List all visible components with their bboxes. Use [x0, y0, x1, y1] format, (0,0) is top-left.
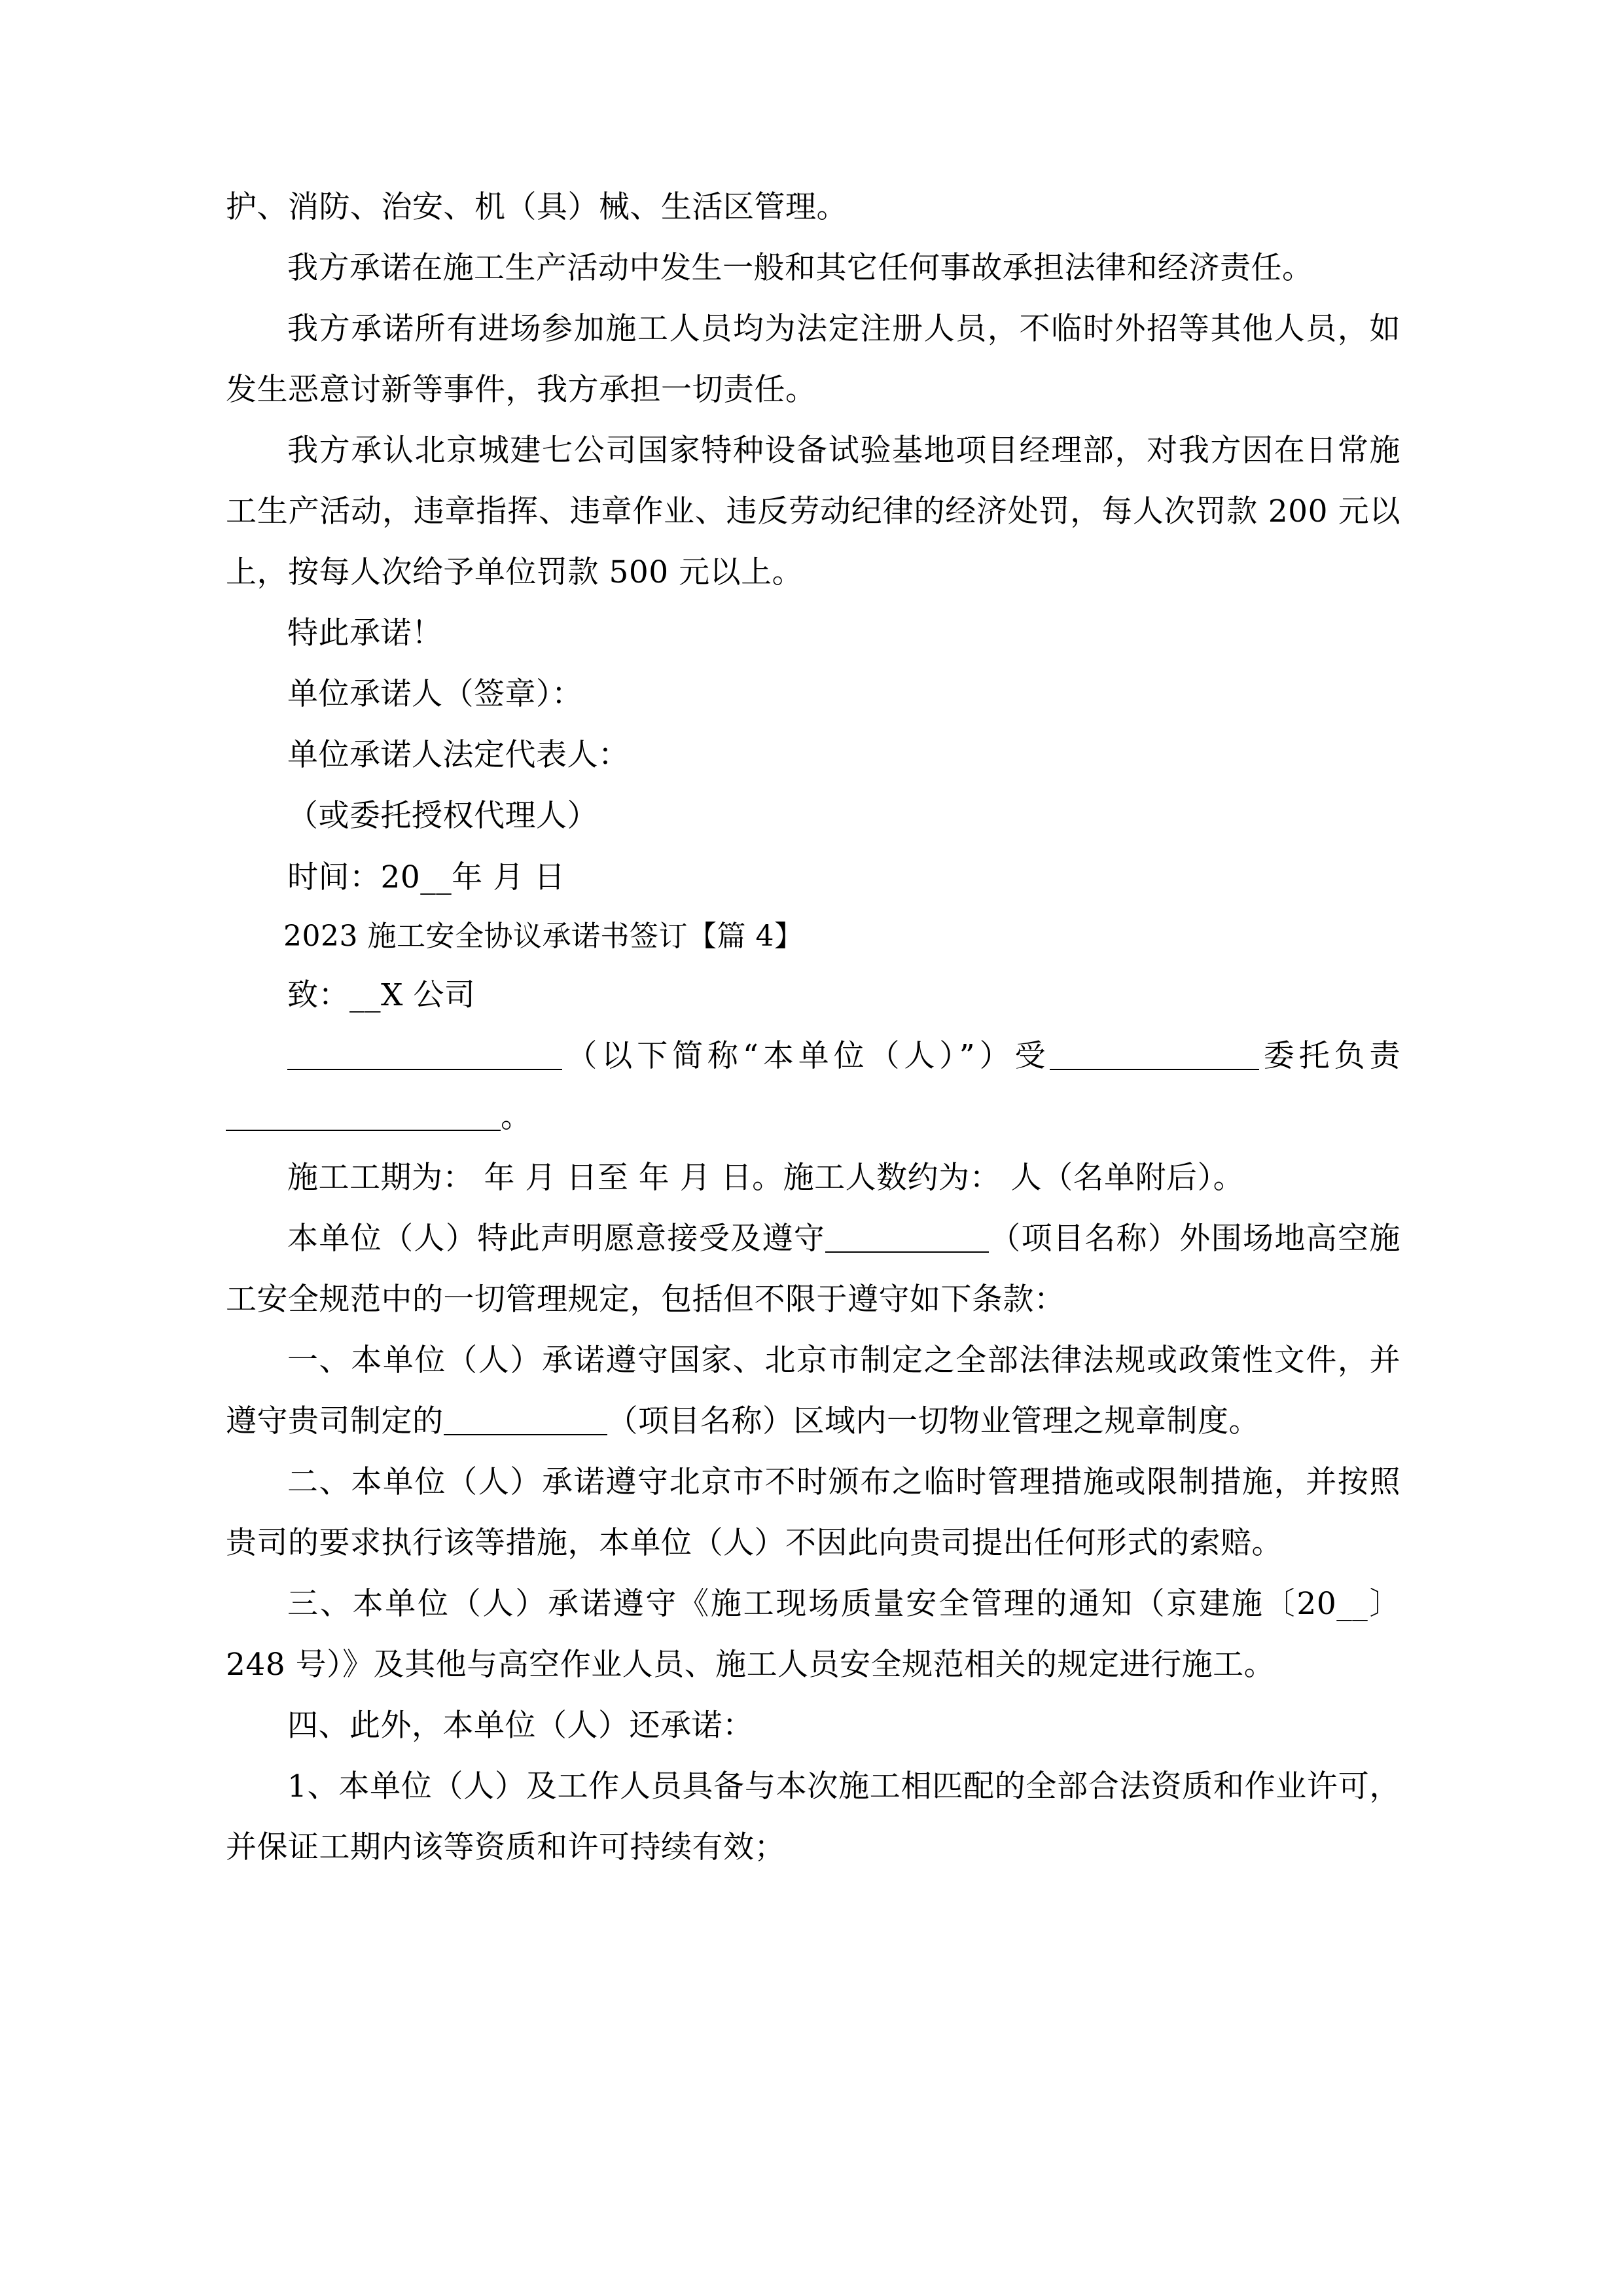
paragraph-clause-three: 三、本单位（人）承诺遵守《施工现场质量安全管理的通知（京建施〔20__〕248 号）》及其他与高空作业人员、施工人员安全规范相关的规定进行施工。 [226, 1586, 1400, 1683]
paragraph-signature-legal-representative: 单位承诺人法定代表人： [287, 737, 630, 774]
document-body [226, 177, 1400, 1878]
entrust-text-part-1: （以下简称“本单位（人）”）受 [562, 1037, 1050, 1074]
paragraph-registered-personnel: 我方承诺所有进场参加施工人员均为法定注册人员，不临时外招等其他人员，如发生恶意讨新等事件，我方承担一切责任。 [226, 311, 1400, 408]
blank-field-unit-name[interactable] [287, 1069, 562, 1070]
paragraph-clause-two: 二、本单位（人）承诺遵守北京市不时颁布之临时管理措施或限制措施，并按照贵司的要求执行该等措施，本单位（人）不因此向贵司提出任何形式的索赔。 [226, 1464, 1400, 1562]
declaration-text-part-2: （项目名称）外围场地高空施工安全规范中的一切管理规定，包括但不限于遵守如下条款： [226, 1220, 1401, 1318]
section-heading: 2023 施工安全协议承诺书签订【篇 4】 [283, 919, 804, 953]
paragraph-entrust-line [226, 1026, 1400, 1147]
blank-field-project-name-1[interactable] [825, 1251, 989, 1253]
paragraph-signature-unit: 单位承诺人（签章）： [287, 676, 583, 713]
blank-field-responsibility[interactable] [226, 1130, 501, 1131]
paragraph-construction-term: 施工工期为： 年 月 日至 年 月 日。施工人数约为： 人（名单附后）。 [287, 1159, 1245, 1196]
declaration-text-part-1: 本单位（人）特此声明愿意接受及遵守 [287, 1220, 826, 1257]
clause-one-text-part-1: 一、本单位（人）承诺遵守国家、北京市制定之全部法律法规或政策性文件，并遵守贵司制定的 [226, 1342, 1400, 1439]
entrust-text-part-2: 委托负责 [1259, 1037, 1400, 1074]
entrust-text-part-3: 。 [501, 1098, 532, 1135]
paragraph-clause-four: 四、此外，本单位（人）还承诺： [287, 1708, 754, 1744]
paragraph-penalty-acknowledgement: 我方承认北京城建七公司国家特种设备试验基地项目经理部，对我方因在日常施工生产活动，违章指挥、违章作业、违反劳动纪律的经济处罚，每人次罚款 200 元以上，按每人次给予单位罚款 500 元以上。 [226, 433, 1400, 591]
paragraph-signature-authorized-agent: （或委托授权代理人） [287, 798, 598, 834]
blank-field-entruster[interactable] [1050, 1069, 1259, 1070]
blank-field-project-name-2[interactable] [444, 1434, 607, 1435]
paragraph-clause-four-item-one: 1、本单位（人）及工作人员具备与本次施工相匹配的全部合法资质和作业许可，并保证工期内该等资质和许可持续有效； [226, 1768, 1400, 1866]
paragraph-date-line: 时间：20__年 月 日 [287, 859, 565, 895]
paragraph-clause-one [226, 1330, 1400, 1452]
paragraph-addressee: 致：__X 公司 [287, 977, 476, 1013]
paragraph-scope-continued: 护、消防、治安、机（具）械、生活区管理。 [226, 189, 847, 225]
paragraph-declaration [226, 1208, 1400, 1330]
paragraph-hereby-promise: 特此承诺！ [287, 615, 443, 652]
clause-one-text-part-2: （项目名称）区域内一切物业管理之规章制度。 [607, 1403, 1260, 1439]
paragraph-accident-liability: 我方承诺在施工生产活动中发生一般和其它任何事故承担法律和经济责任。 [287, 250, 1313, 287]
